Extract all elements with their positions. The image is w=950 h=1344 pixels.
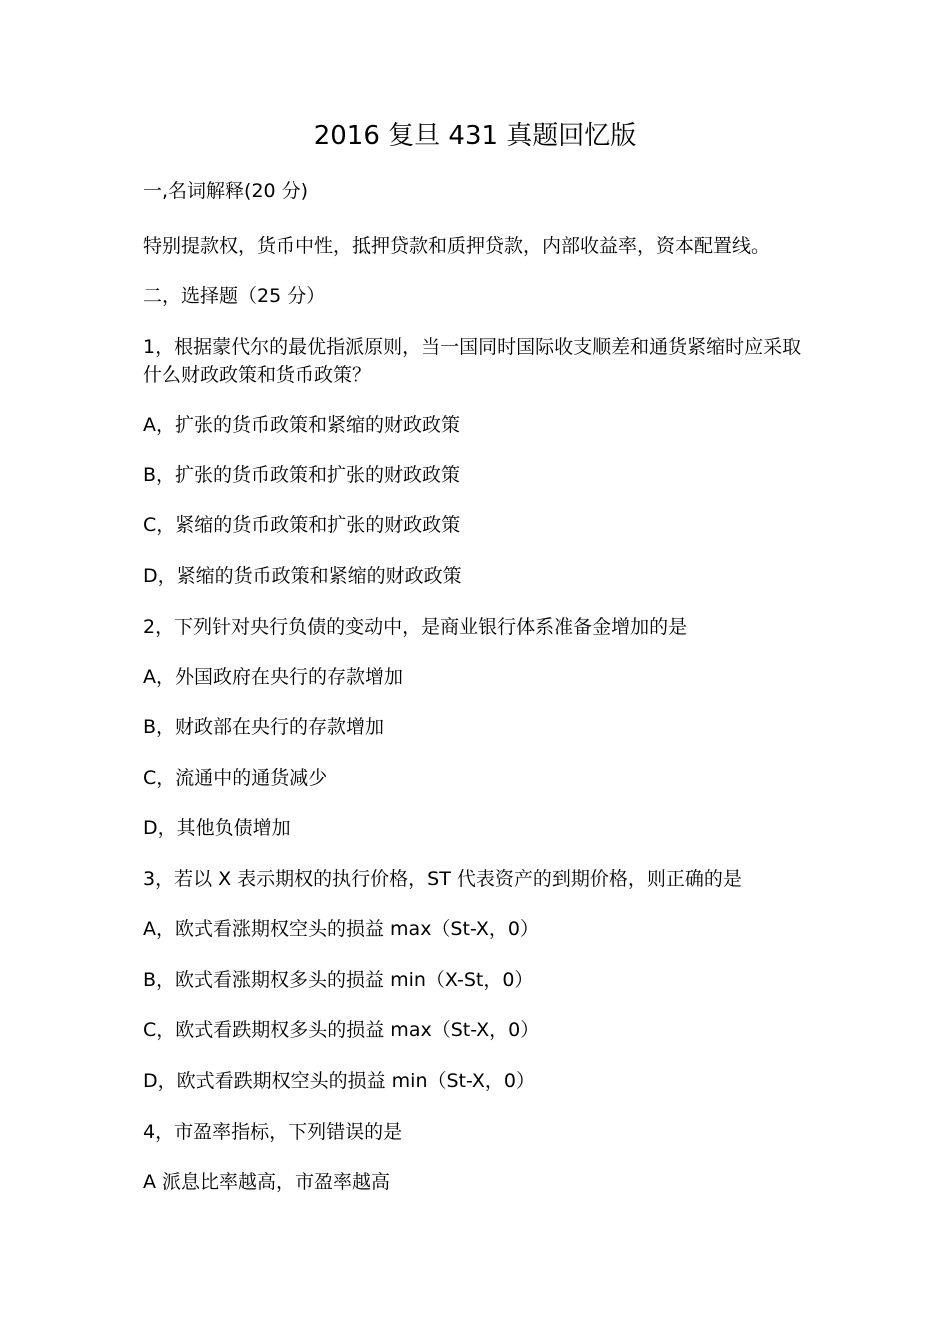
question-3-option-a: A，欧式看涨期权空头的损益 max（St-X，0） — [143, 918, 539, 940]
question-1-option-b: B，扩张的货币政策和扩张的财政政策 — [143, 464, 461, 486]
question-1-stem-line-2: 什么财政政策和货币政策？ — [143, 364, 372, 386]
question-2-stem: 2，下列针对央行负债的变动中，是商业银行体系准备金增加的是 — [143, 616, 688, 638]
question-2-option-d: D，其他负债增加 — [143, 817, 291, 839]
section-heading-terms: 一,名词解释(20 分) — [143, 180, 309, 202]
question-3-option-b: B，欧式看涨期权多头的损益 min（X-St，0） — [143, 969, 534, 991]
question-3-option-d: D，欧式看跌期权空头的损益 min（St-X，0） — [143, 1070, 536, 1092]
section-heading-choice: 二，选择题（25 分） — [143, 285, 326, 307]
question-4-option-a: A 派息比率越高，市盈率越高 — [143, 1171, 391, 1193]
question-1-option-c: C，紧缩的货币政策和扩张的财政政策 — [143, 514, 461, 536]
question-1-stem-line-1: 1，根据蒙代尔的最优指派原则，当一国同时国际收支顺差和通货紧缩时应采取 — [143, 336, 802, 358]
question-2-option-b: B，财政部在央行的存款增加 — [143, 716, 385, 738]
page-title: 2016 复旦 431 真题回忆版 — [313, 121, 637, 151]
question-1-option-a: A，扩张的货币政策和紧缩的财政政策 — [143, 414, 460, 436]
question-3-option-c: C，欧式看跌期权多头的损益 max（St-X，0） — [143, 1019, 540, 1041]
question-3-stem: 3，若以 X 表示期权的执行价格，ST 代表资产的到期价格，则正确的是 — [143, 868, 742, 890]
question-1-option-d: D，紧缩的货币政策和紧缩的财政政策 — [143, 565, 462, 587]
question-2-option-c: C，流通中的通货减少 — [143, 767, 328, 789]
question-2-option-a: A，外国政府在央行的存款增加 — [143, 666, 403, 688]
question-4-stem: 4，市盈率指标，下列错误的是 — [143, 1121, 403, 1143]
terms-list: 特别提款权，货币中性，抵押贷款和质押贷款，内部收益率，资本配置线。 — [143, 235, 771, 257]
